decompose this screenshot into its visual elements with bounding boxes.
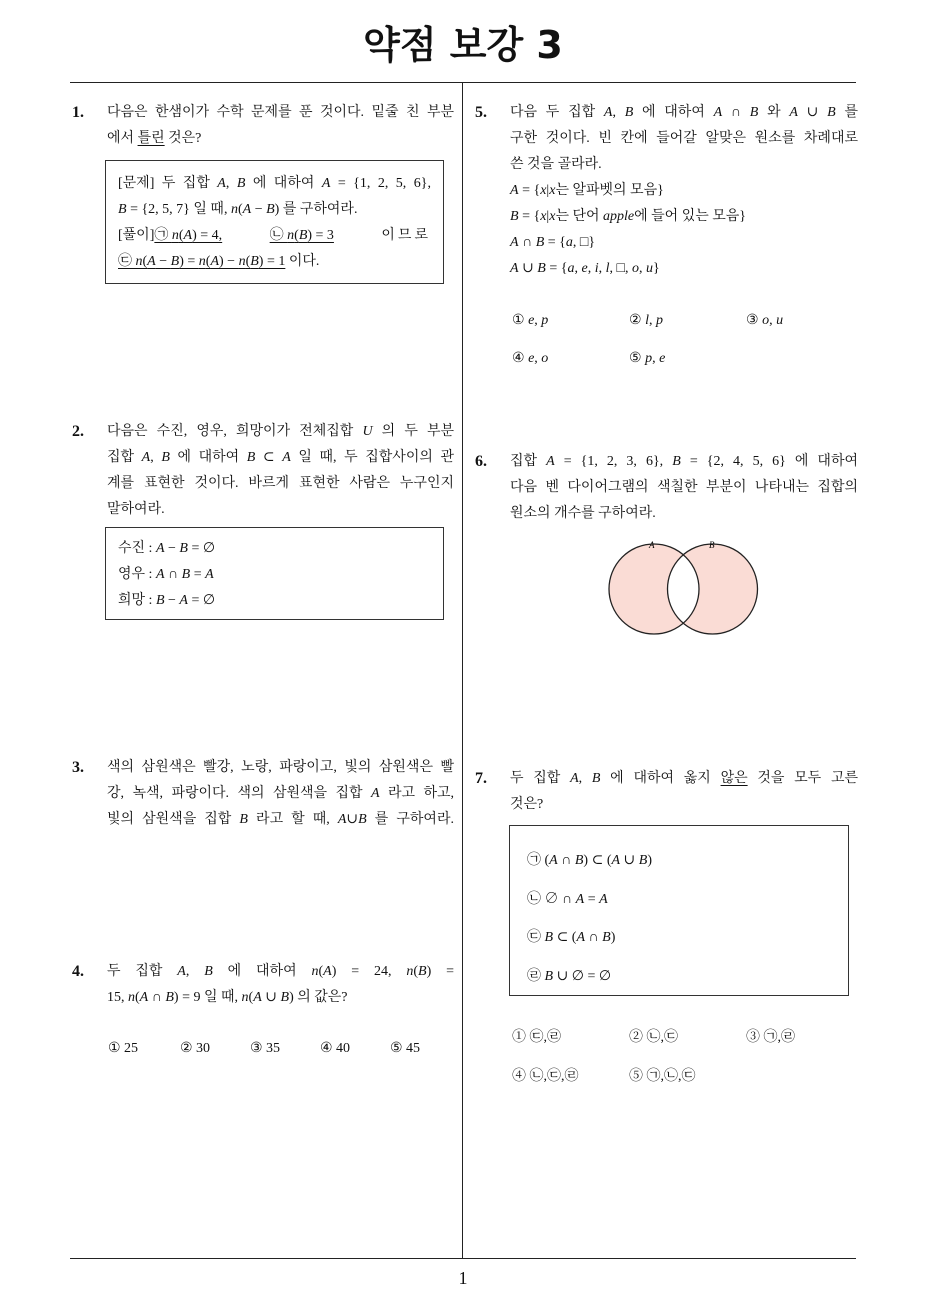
set-b-definition: B = {x|x는 단어 apple에 들어 있는 모음} — [510, 209, 747, 224]
question-1-line-2-pre: 에서 — [107, 131, 138, 147]
question-7-line-1-post: 것을 모두 고른 — [747, 771, 858, 786]
question-3-line-1: 색의 삼원색은 빨강, 노랑, 파랑이고, 빛의 삼원색은 빨 — [107, 760, 454, 775]
question-3-line-2: 강, 녹색, 파랑이다. 색의 삼원색을 집합 A 라고 하고, — [107, 786, 454, 801]
choice-2: ② ㉡,㉢ — [629, 1030, 678, 1045]
question-7-line-2: 것은? — [510, 797, 544, 812]
question-1-line-2-post: 것은? — [164, 131, 202, 147]
question-7-number: 7. — [475, 770, 487, 787]
choice-3: ③ ㉠,㉣ — [746, 1030, 795, 1045]
choice-5: ⑤ p, e — [629, 351, 666, 366]
statement-giyeok: ㉠ (A ∩ B) ⊂ (A ∪ B) — [527, 853, 653, 868]
statement-sujin: 수진 : A − B = ∅ — [118, 541, 216, 556]
page-number: 1 — [458, 1268, 468, 1288]
question-4-line-1: 두 집합 A, B 에 대하여 n(A) = 24, n(B) = — [107, 964, 454, 979]
question-2-line-2: 집합 A, B 에 대하여 B ⊂ A 일 때, 두 집합사이의 관 — [107, 450, 454, 465]
bottom-rule — [70, 1258, 856, 1259]
statement-nieun: ㉡ ∅ ∩ A = A — [527, 891, 608, 907]
venn-label-b: B — [709, 540, 715, 550]
question-2-line-4: 말하여라. — [107, 502, 165, 517]
solution-line-4-post: 이다. — [285, 254, 320, 269]
choice-5: ⑤ ㉠,㉡,㉢ — [629, 1069, 696, 1084]
question-1-text — [107, 100, 454, 153]
question-1-emphasis: 틀린 — [137, 131, 165, 147]
question-1-line-2 — [107, 126, 454, 152]
venn-diagram — [600, 535, 770, 640]
question-3-number: 3. — [72, 759, 84, 776]
question-1-number: 1. — [72, 104, 84, 121]
question-1-box — [105, 160, 444, 284]
question-5-choices-row-1 — [512, 308, 846, 334]
question-1-box-line-1: [문제] 두 집합 A, B 에 대하여 A = {1, 2, 5, 6}, — [118, 176, 431, 191]
choice-1: ① ㉢,㉣ — [512, 1030, 561, 1045]
choice-4: ④ e, o — [512, 351, 549, 366]
choice-1: ① 25 — [108, 1041, 139, 1056]
question-1-box-line-2: B = {2, 5, 7} 일 때, n(A − B) 를 구하여라. — [118, 202, 358, 217]
question-4-line-2: 15, n(A ∩ B) = 9 일 때, n(A ∪ B) 의 값은? — [107, 990, 348, 1005]
statement-youngwoo: 영우 : A ∩ B = A — [118, 567, 214, 582]
question-3-line-3: 빛의 삼원색을 집합 B 라고 할 때, A∪B 를 구하여라. — [107, 812, 454, 827]
solution-step-2: ㉡ n(B) = 3 — [269, 228, 334, 243]
question-2-box — [105, 527, 444, 620]
question-6-line-2: 다음 벤 다이어그램의 색칠한 부분이 나타내는 집합의 — [510, 480, 858, 495]
question-3-text — [107, 755, 454, 833]
choice-3: ③ o, u — [746, 313, 784, 328]
choice-3: ③ 35 — [250, 1041, 281, 1056]
question-5-text — [510, 100, 858, 282]
solution-step-1: ㉠ n(A) = 4, — [154, 228, 223, 243]
question-1-line-1: 다음은 한샘이가 수학 문제를 푼 것이다. 밑줄 친 부분 — [107, 105, 454, 120]
top-rule — [70, 82, 856, 83]
choice-4: ④ 40 — [320, 1041, 351, 1056]
question-6-line-3: 원소의 개수를 구하여라. — [510, 506, 656, 521]
solution-line-3-post: 이므로 — [381, 228, 431, 243]
question-2-text — [107, 419, 454, 523]
statement-huimang: 희망 : B − A = ∅ — [118, 593, 216, 608]
question-6-line-1: 집합 A = {1, 2, 3, 6}, B = {2, 4, 5, 6} 에 대하여 — [510, 454, 858, 469]
intersection-result: A ∩ B = {a, □} — [510, 235, 596, 250]
question-5-number: 5. — [475, 104, 487, 121]
question-1-box-line-4 — [118, 249, 431, 275]
question-2-line-3: 계를 표현한 것이다. 바르게 표현한 사람은 누구인지 — [107, 476, 454, 491]
question-5-line-3: 쓴 것을 골라라. — [510, 157, 602, 172]
choice-2: ② 30 — [180, 1041, 211, 1056]
question-2-number: 2. — [72, 423, 84, 440]
solution-step-3: ㉢ n(A − B) = n(A) − n(B) = 1 — [118, 254, 286, 269]
statement-digeut: ㉢ B ⊂ (A ∩ B) — [527, 930, 616, 945]
choice-2: ② l, p — [629, 313, 663, 328]
choice-5: ⑤ 45 — [390, 1041, 421, 1056]
question-7-choices-row-1 — [512, 1025, 846, 1051]
set-a-definition: A = {x|x는 알파벳의 모음} — [510, 183, 664, 198]
union-result: A ∪ B = {a, e, i, l, □, o, u} — [510, 261, 660, 276]
question-7-line-1 — [510, 766, 858, 792]
question-2-line-1: 다음은 수진, 영우, 희망이가 전체집합 U 의 두 부분 — [107, 424, 454, 439]
question-7-line-1-pre: 두 집합 A, B 에 대하여 옳지 — [510, 771, 721, 786]
question-5-choices-row-2 — [512, 346, 746, 372]
choice-1: ① e, p — [512, 313, 549, 328]
statement-rieul: ㉣ B ∪ ∅ = ∅ — [527, 968, 612, 984]
question-4-number: 4. — [72, 963, 84, 980]
question-6-text — [510, 449, 858, 527]
question-7-text — [510, 766, 858, 818]
question-6-number: 6. — [475, 453, 487, 470]
question-5-line-1: 다음 두 집합 A, B 에 대하여 A ∩ B 와 A ∪ B 를 — [510, 105, 858, 120]
page-title: 약점 보강 3 — [363, 23, 563, 67]
question-4-choices — [108, 1036, 450, 1062]
choice-4: ④ ㉡,㉢,㉣ — [512, 1069, 579, 1084]
question-7-choices-row-2 — [512, 1064, 746, 1090]
question-7-box — [509, 825, 849, 996]
question-4-text — [107, 959, 454, 1011]
solution-group-1 — [118, 223, 222, 249]
question-5-line-2: 구한 것이다. 빈 칸에 들어갈 알맞은 원소를 차례대로 — [510, 131, 858, 146]
question-1-box-line-3 — [118, 223, 431, 249]
question-7-emphasis: 않은 — [720, 771, 748, 786]
column-divider — [462, 82, 463, 1258]
solution-label: [풀이] — [118, 228, 155, 243]
venn-label-a: A — [649, 540, 655, 550]
